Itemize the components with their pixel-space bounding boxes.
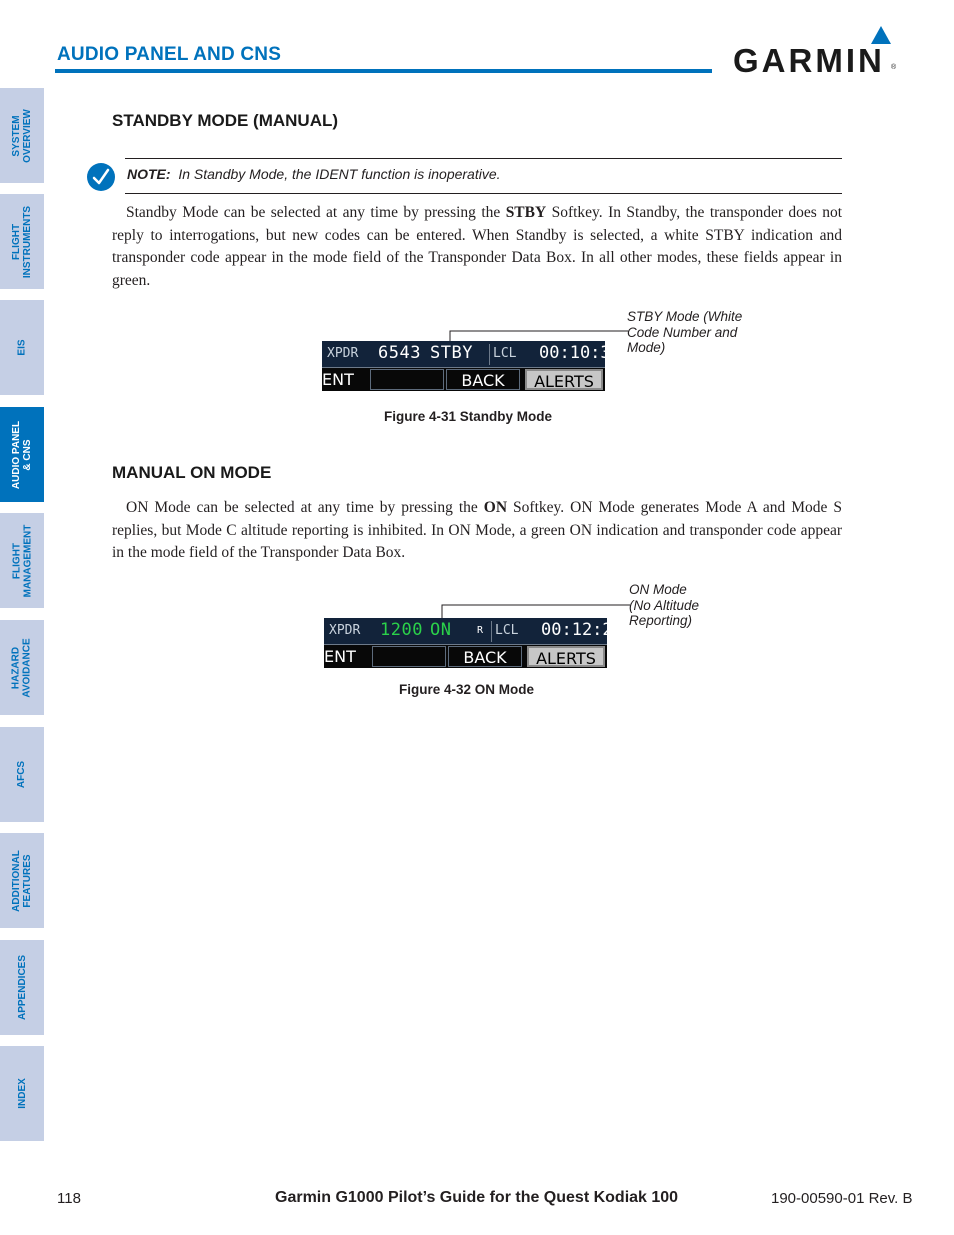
- header-rule: [55, 69, 712, 73]
- alerts-softkey[interactable]: ALERTS: [527, 646, 605, 667]
- garmin-wordmark: GARMIN: [733, 42, 885, 79]
- tab-audio-panel-cns[interactable]: [0, 407, 44, 502]
- garmin-logo: [733, 26, 901, 79]
- figure-caption-32: Figure 4-32 ON Mode: [399, 682, 535, 697]
- tab-eis[interactable]: [0, 300, 44, 395]
- divider: [491, 621, 492, 642]
- registered-mark: ®: [891, 64, 897, 71]
- reply-indicator: R: [477, 625, 484, 636]
- on-mode-display: [324, 618, 623, 668]
- alerts-softkey[interactable]: ALERTS: [525, 369, 603, 390]
- lcl-label: LCL: [493, 346, 517, 361]
- on-callout: ON Mode (No Altitude Reporting): [629, 582, 700, 628]
- tab-label: AFCS: [16, 760, 28, 789]
- tab-label: FLIGHT MANAGEMENT: [11, 524, 33, 597]
- xpdr-label: XPDR: [329, 623, 361, 638]
- tab-label: FLIGHT INSTRUMENTS: [11, 205, 34, 278]
- tab-label: INDEX: [16, 1078, 28, 1109]
- note-bottom-rule: [125, 193, 842, 194]
- squawk-code: 6543: [378, 343, 421, 363]
- mode-indicator: STBY: [430, 343, 473, 363]
- tab-label: ADDITIONAL FEATURES: [11, 849, 34, 912]
- tab-index[interactable]: [0, 1046, 44, 1141]
- standby-heading: STANDBY MODE (MANUAL): [112, 111, 339, 130]
- tab-hazard-avoidance[interactable]: [0, 620, 44, 715]
- note-body: In Standby Mode, the IDENT function is inoperative.: [178, 166, 501, 182]
- note-label: NOTE:: [127, 166, 171, 182]
- transponder-data-box: [322, 341, 621, 368]
- blank-softkey[interactable]: [372, 646, 446, 667]
- tab-label: HAZARD AVOIDANCE: [11, 637, 34, 698]
- back-softkey[interactable]: BACK: [448, 646, 522, 667]
- page-number: 118: [57, 1190, 81, 1207]
- tab-label: SYSTEM OVERVIEW: [11, 108, 33, 163]
- note-top-rule: [125, 158, 842, 159]
- ent-softkey[interactable]: ENT: [322, 370, 354, 389]
- document-number: 190-00590-01 Rev. B: [771, 1190, 913, 1207]
- squawk-code: 1200: [380, 620, 423, 640]
- ent-softkey[interactable]: ENT: [324, 647, 356, 666]
- on-softkey-ref: ON: [483, 499, 508, 516]
- note-text: [127, 166, 501, 182]
- tab-flight-instruments[interactable]: [0, 194, 44, 289]
- softkey-bar: [324, 645, 607, 668]
- tab-flight-management[interactable]: [0, 513, 44, 608]
- tab-additional-features[interactable]: [0, 833, 44, 928]
- footer-title: Garmin G1000 Pilot’s Guide for the Quest Kodiak 100: [275, 1189, 679, 1206]
- stby-softkey-ref: STBY: [505, 204, 547, 221]
- transponder-data-box: [324, 618, 623, 645]
- note-checkmark-icon: [86, 162, 116, 192]
- tab-appendices[interactable]: [0, 940, 44, 1035]
- divider: [489, 344, 490, 365]
- tab-label: EIS: [16, 339, 28, 356]
- standby-display: [322, 341, 621, 391]
- standby-paragraph: Standby Mode can be selected at any time by pressing the STBY Softkey. In Standby, the transponder does not reply to interrogations, but new codes can be entered. When Standby is selected, a white STBY indication and transponder code appear in the mode field of the Transponder Data Box. In all other modes, these fields appear in green.: [112, 204, 843, 289]
- blank-softkey[interactable]: [370, 369, 444, 390]
- tab-afcs[interactable]: [0, 727, 44, 822]
- timer: 00:10:39: [539, 343, 621, 363]
- xpdr-label: XPDR: [327, 346, 359, 361]
- mode-indicator: ON: [430, 620, 452, 640]
- tab-label: AUDIO PANEL & CNS: [11, 420, 33, 489]
- on-mode-heading: MANUAL ON MODE: [112, 463, 272, 482]
- softkey-bar: [322, 368, 605, 391]
- section-title: AUDIO PANEL AND CNS: [57, 44, 282, 65]
- lcl-label: LCL: [495, 623, 519, 638]
- tab-label: APPENDICES: [16, 954, 28, 1021]
- timer: 00:12:25: [541, 620, 623, 640]
- figure-caption-31: Figure 4-31 Standby Mode: [384, 409, 553, 424]
- stby-callout: STBY Mode (White Code Number and Mode): [627, 309, 743, 355]
- back-softkey[interactable]: BACK: [446, 369, 520, 390]
- on-mode-paragraph: ON Mode can be selected at any time by pressing the ON Softkey. ON Mode generates Mode A and Mode S replies, but Mode C altitude reporting is inhibited. In ON Mode, a green ON indication and transponder code appear in the mode field of the Transponder Data Box.: [112, 499, 842, 561]
- tab-system-overview[interactable]: [0, 88, 44, 183]
